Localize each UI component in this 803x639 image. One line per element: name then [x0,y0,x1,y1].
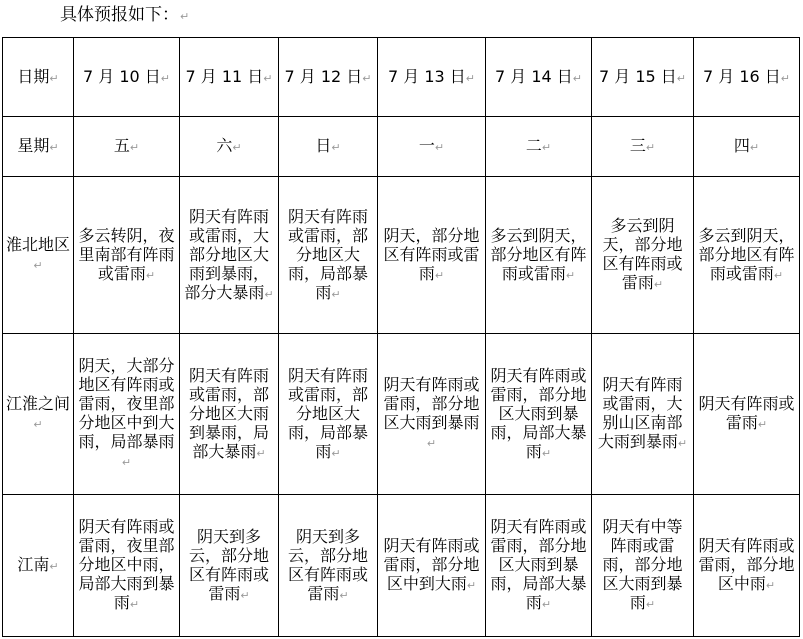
forecast-cell [74,117,180,177]
cell-text: 阴天到多云，部分地区有阵雨或雷雨 [188,526,269,603]
cell-text: 阴天到多云，部分地区有阵雨或雷雨 [287,526,368,603]
cell-text: 多云到阴天，部分地区有阵雨或雷雨 [490,225,587,283]
row-header-text: 淮北地区 [5,235,70,254]
intro-label: 具体预报如下： [60,5,179,25]
paragraph-mark-icon: ↵ [180,10,190,23]
cell-text: 7 月 14 日 [494,66,573,86]
forecast-cell [592,334,694,495]
paragraph-mark-icon: ↵ [33,418,43,431]
cell-text: 7 月 15 日 [598,66,677,86]
paragraph-mark-icon: ↵ [263,71,273,85]
cell-text: 阴天有中等阵雨或雷雨，部分地区大雨到暴雨 [602,517,683,612]
paragraph-mark-icon: ↵ [572,71,583,85]
paragraph-mark-icon: ↵ [676,71,687,85]
forecast-cell [486,334,592,495]
cell-text: 阴天有阵雨或雷雨，部分地区大雨，局部暴雨 [287,365,368,461]
date-row [3,38,800,117]
cell-text: 四 [733,136,750,155]
paragraph-mark-icon: ↵ [49,71,59,85]
paragraph-mark-icon: ↵ [33,259,43,272]
paragraph-mark-icon: ↵ [256,446,266,460]
forecast-cell [279,334,378,495]
paragraph-mark-icon: ↵ [339,588,349,602]
forecast-cell [486,38,592,117]
forecast-cell [694,117,800,177]
paragraph-mark-icon: ↵ [466,579,477,592]
cell-text: 阴天有阵雨或雷雨，部分地区大雨到暴雨，局部大暴雨 [490,365,587,461]
paragraph-mark-icon: ↵ [145,268,156,282]
paragraph-mark-icon: ↵ [331,446,341,460]
cell-text: 阴天有阵雨或雷雨，部分地区大雨到暴雨，局部大暴雨 [188,365,269,461]
paragraph-mark-icon: ↵ [240,588,250,602]
forecast-cell [486,177,592,334]
forecast-cell [74,38,180,117]
cell-text: 阴天有阵雨或雷雨，部分地区大雨到暴雨，局部大暴雨 [490,517,587,612]
paragraph-mark-icon: ↵ [434,268,445,282]
cell-text: 多云到阴天，部分地区有阵雨或雷雨 [602,216,683,292]
forecast-cell [592,117,694,177]
huaibei-row [3,177,800,334]
cell-text: 多云转阴，夜里南部有阵雨或雷雨 [78,225,175,283]
cell-text: 7 月 10 日 [82,66,161,86]
jianghuai-row [3,334,800,495]
forecast-cell [378,334,486,495]
paragraph-mark-icon: ↵ [541,141,552,154]
forecast-cell [279,177,378,334]
cell-text: 阴天有阵雨或雷雨，大部分地区大雨到暴雨，部分大暴雨 [184,206,269,302]
forecast-cell [74,177,180,334]
cell-text: 六 [216,136,233,155]
row-header-text: 江南 [17,555,50,574]
forecast-cell [592,38,694,117]
paragraph-mark-icon: ↵ [677,437,688,450]
cell-text: 阴天有阵雨或雷雨，部分地区中到大雨 [383,536,480,593]
paragraph-mark-icon: ↵ [541,598,552,611]
forecast-cell [378,38,486,117]
cell-text: 7 月 16 日 [702,66,781,86]
row-header-cell [3,177,74,334]
paragraph-mark-icon: ↵ [565,268,576,282]
cell-text: 阴天，部分地区有阵雨或雷雨 [383,225,480,283]
cell-text: 阴天有阵雨或雷雨，部分地区大雨，局部暴雨 [287,206,368,302]
row-header-cell [3,334,74,495]
forecast-cell [180,38,279,117]
forecast-cell [486,117,592,177]
paragraph-mark-icon: ↵ [362,71,372,85]
paragraph-mark-icon: ↵ [426,437,437,450]
forecast-cell [279,495,378,637]
paragraph-mark-icon: ↵ [232,141,242,154]
forecast-cell [694,495,800,637]
cell-text: 阴天有阵雨或雷雨，夜里部分地区中雨，局部大雨到暴雨 [78,517,175,612]
row-header-cell [3,495,74,637]
weekday-row [3,117,800,177]
paragraph-mark-icon: ↵ [653,278,664,291]
row-header-cell [3,38,74,117]
cell-text: 阴天有阵雨或雷雨 [698,394,795,432]
cell-text: 阴天有阵雨或雷雨，部分地区中雨 [698,536,795,593]
paragraph-mark-icon: ↵ [160,71,171,85]
forecast-cell [378,495,486,637]
forecast-cell [378,177,486,334]
row-header-text: 星期 [17,136,50,155]
cell-text: 多云到阴天，部分地区有阵雨或雷雨 [698,225,795,283]
cell-text: 二 [525,136,542,155]
jiangnan-row [3,495,800,637]
forecast-cell [378,117,486,177]
paragraph-mark-icon: ↵ [129,598,140,611]
forecast-cell [592,495,694,637]
row-header-cell [3,117,74,177]
paragraph-mark-icon: ↵ [331,141,341,154]
forecast-cell [279,38,378,117]
paragraph-mark-icon: ↵ [749,141,760,154]
forecast-cell [694,38,800,117]
cell-text: 阴天有阵雨或雷雨，大别山区南部大雨到暴雨 [597,375,683,451]
paragraph-mark-icon: ↵ [49,560,59,573]
forecast-cell [694,177,800,334]
paragraph-mark-icon: ↵ [264,287,274,301]
paragraph-mark-icon: ↵ [765,579,776,592]
paragraph-mark-icon: ↵ [129,141,140,154]
paragraph-mark-icon: ↵ [773,268,784,282]
cell-text: 7 月 11 日 [185,66,264,86]
cell-text: 阴天有阵雨或雷雨，部分地区大雨到暴雨 [383,375,480,432]
row-header-text: 江淮之间 [5,394,70,413]
paragraph-mark-icon: ↵ [331,287,341,301]
forecast-cell [180,334,279,495]
paragraph-mark-icon: ↵ [49,141,59,154]
cell-text: 阴天，大部分地区有阵雨或雷雨，夜里部分地区中到大雨，局部暴雨 [78,356,175,451]
cell-text: 五 [113,136,130,155]
paragraph-mark-icon: ↵ [757,418,768,431]
forecast-cell [180,117,279,177]
forecast-cell [180,177,279,334]
paragraph-mark-icon: ↵ [645,141,656,154]
cell-text: 7 月 13 日 [387,66,466,86]
row-header-text: 日期 [17,66,50,86]
intro-text [60,4,189,28]
forecast-cell [694,334,800,495]
paragraph-mark-icon: ↵ [434,141,445,154]
forecast-cell [74,334,180,495]
forecast-table [2,37,800,637]
forecast-table-body [3,38,800,637]
cell-text: 一 [418,136,435,155]
forecast-cell [180,495,279,637]
forecast-cell [74,495,180,637]
paragraph-mark-icon: ↵ [121,456,132,469]
paragraph-mark-icon: ↵ [465,71,476,85]
forecast-cell [279,117,378,177]
cell-text: 三 [629,136,646,155]
paragraph-mark-icon: ↵ [645,598,656,611]
cell-text: 日 [315,136,332,155]
paragraph-mark-icon: ↵ [541,446,552,460]
forecast-cell [486,495,592,637]
paragraph-mark-icon: ↵ [780,71,791,85]
cell-text: 7 月 12 日 [284,66,363,86]
forecast-cell [592,177,694,334]
